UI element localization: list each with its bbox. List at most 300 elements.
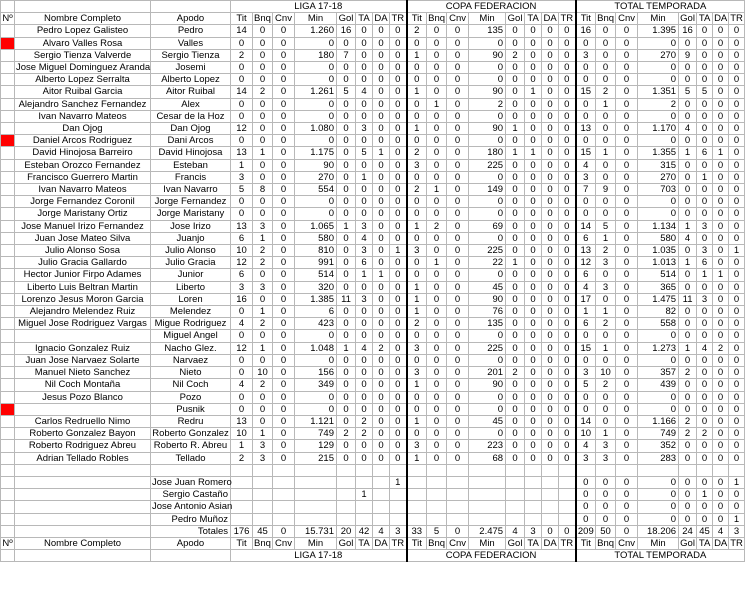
- stat-copa-tr: 0: [559, 62, 576, 74]
- stat-copa-da: 0: [542, 98, 559, 110]
- stat-liga-cnv: 0: [273, 232, 295, 244]
- stat-liga-cnv: 0: [273, 49, 295, 61]
- stat-liga-gol: 0: [337, 257, 356, 269]
- stat-total-gol: 1: [679, 147, 697, 159]
- blank-cell: [337, 464, 356, 476]
- player-apodo: Jose Irizo: [151, 220, 231, 232]
- player-rows: [1, 25, 745, 538]
- stat-total-ta: 0: [697, 110, 713, 122]
- stat-total-bnq: 5: [596, 220, 616, 232]
- stat-total-ta: 0: [697, 513, 713, 525]
- stat-copa-cnv: 0: [447, 86, 469, 98]
- stat-liga-tit: [231, 489, 253, 501]
- stat-total-tit: 6: [576, 318, 596, 330]
- header-blank: [1, 550, 15, 562]
- header-total: TOTAL TEMPORADA: [576, 1, 745, 13]
- stat-copa-ta: [525, 476, 542, 488]
- num-cell: [1, 232, 15, 244]
- header-total-ta: TA: [697, 537, 713, 549]
- stat-total-cnv: 0: [616, 147, 638, 159]
- stat-copa-gol: 0: [506, 342, 525, 354]
- stat-copa-tr: [559, 476, 576, 488]
- stat-liga-min: 0: [295, 74, 337, 86]
- stat-total-bnq: 1: [596, 428, 616, 440]
- stat-total-tit: 0: [576, 513, 596, 525]
- stat-liga-min: 810: [295, 245, 337, 257]
- stat-copa-ta: 0: [525, 330, 542, 342]
- stat-total-tit: 5: [576, 379, 596, 391]
- stat-liga-da: 0: [373, 37, 390, 49]
- stat-copa-gol: 0: [506, 293, 525, 305]
- stat-total-gol: 0: [679, 37, 697, 49]
- stat-copa-gol: 0: [506, 415, 525, 427]
- stat-copa-cnv: 0: [447, 74, 469, 86]
- stat-liga-cnv: 0: [273, 403, 295, 415]
- stat-total-gol: 2: [679, 428, 697, 440]
- stat-copa-bnq: 1: [427, 184, 447, 196]
- stat-total-min: 0: [638, 513, 679, 525]
- player-apodo: Alex: [151, 98, 231, 110]
- stat-copa-bnq: 0: [427, 379, 447, 391]
- stat-total-ta: 0: [697, 196, 713, 208]
- stat-total-cnv: 0: [616, 452, 638, 464]
- stat-total-bnq: 10: [596, 367, 616, 379]
- stat-copa-ta: 0: [525, 391, 542, 403]
- stat-total-gol: 1: [679, 220, 697, 232]
- stat-total-da: 0: [713, 306, 729, 318]
- stat-copa-tit: 33: [407, 525, 427, 537]
- stat-liga-ta: 0: [356, 74, 373, 86]
- stat-liga-cnv: 0: [273, 123, 295, 135]
- stat-copa-cnv: 0: [447, 415, 469, 427]
- stat-total-min: 0: [638, 476, 679, 488]
- stat-copa-ta: 0: [525, 49, 542, 61]
- stat-copa-tr: 0: [559, 440, 576, 452]
- stat-liga-gol: 0: [337, 379, 356, 391]
- header-copa-gol: Gol: [506, 537, 525, 549]
- player-name: Juan Jose Narvaez Solarte: [15, 354, 151, 366]
- stat-liga-cnv: 0: [273, 147, 295, 159]
- stat-copa-bnq: 0: [427, 74, 447, 86]
- stat-copa-gol: 0: [506, 159, 525, 171]
- player-name: Julio Gracia Gallardo: [15, 257, 151, 269]
- stat-liga-cnv: 0: [273, 318, 295, 330]
- stat-copa-da: [542, 489, 559, 501]
- stat-liga-gol: 0: [337, 391, 356, 403]
- stat-liga-tit: 16: [231, 293, 253, 305]
- stat-total-da: 0: [713, 428, 729, 440]
- stat-copa-cnv: 0: [447, 379, 469, 391]
- stat-copa-ta: 0: [525, 293, 542, 305]
- header-total-gol: Gol: [680, 537, 695, 549]
- stat-copa-bnq: 2: [427, 220, 447, 232]
- stat-total-min: 0: [638, 391, 679, 403]
- stat-copa-tit: 0: [407, 391, 427, 403]
- stat-liga-bnq: 0: [253, 110, 273, 122]
- blank-row: [1, 464, 745, 476]
- stat-liga-min: 749: [295, 428, 337, 440]
- stat-liga-tit: 0: [231, 367, 253, 379]
- stat-liga-min: 180: [295, 49, 337, 61]
- stat-copa-ta: 0: [525, 379, 542, 391]
- stat-liga-tr: 0: [390, 281, 407, 293]
- num-cell: [1, 293, 15, 305]
- stat-copa-tr: 0: [559, 147, 576, 159]
- header-copa-ta: TA: [525, 13, 542, 25]
- stat-copa-tr: 0: [559, 49, 576, 61]
- header-blank: [151, 550, 231, 562]
- player-name: Alvaro Valles Rosa: [15, 37, 151, 49]
- stat-total-bnq: 0: [596, 269, 616, 281]
- stat-liga-bnq: 0: [253, 269, 273, 281]
- stat-liga-min: 514: [295, 269, 337, 281]
- player-apodo: Migue Rodriguez: [151, 318, 231, 330]
- stat-liga-da: [373, 513, 390, 525]
- num-cell: [1, 171, 15, 183]
- stat-total-min: 1.013: [638, 257, 679, 269]
- stat-liga-min: 1.175: [295, 147, 337, 159]
- stat-total-tit: 6: [576, 269, 596, 281]
- stat-copa-da: 0: [542, 135, 559, 147]
- stat-liga-cnv: 0: [273, 452, 295, 464]
- stat-copa-bnq: 0: [427, 147, 447, 159]
- table-row: [1, 171, 745, 183]
- stat-liga-tit: 1: [231, 159, 253, 171]
- stat-liga-tit: 0: [231, 196, 253, 208]
- stat-total-cnv: 0: [616, 281, 638, 293]
- stat-liga-ta: 0: [356, 110, 373, 122]
- blank-cell: [390, 464, 407, 476]
- stat-copa-bnq: 0: [427, 428, 447, 440]
- stat-total-cnv: 0: [616, 342, 638, 354]
- player-apodo: Alberto Lopez: [151, 74, 231, 86]
- stat-liga-tr: 0: [390, 171, 407, 183]
- stat-total-min: 18.206: [638, 525, 679, 537]
- blank-cell: [231, 464, 253, 476]
- stat-copa-ta: 0: [525, 232, 542, 244]
- stat-total-da: 0: [713, 257, 729, 269]
- stat-liga-tr: 1: [390, 476, 407, 488]
- stat-total-cnv: 0: [616, 428, 638, 440]
- stat-liga-min: 0: [295, 196, 337, 208]
- stat-liga-min: 0: [295, 135, 337, 147]
- stat-total-da: 0: [713, 318, 729, 330]
- stat-liga-cnv: 0: [273, 159, 295, 171]
- stat-copa-tit: 3: [407, 159, 427, 171]
- stat-total-ta: 0: [697, 403, 713, 415]
- header-num: Nº: [2, 537, 13, 549]
- stat-liga-bnq: 45: [253, 525, 273, 537]
- player-apodo: Ivan Navarro: [151, 184, 231, 196]
- stat-liga-da: [373, 501, 390, 513]
- stat-copa-da: 0: [542, 196, 559, 208]
- stat-copa-bnq: 1: [427, 257, 447, 269]
- table-row: [1, 293, 745, 305]
- player-name: Pedro Lopez Galisteo: [15, 25, 151, 37]
- num-cell: [1, 257, 15, 269]
- stat-total-bnq: 0: [596, 196, 616, 208]
- table-row: [1, 391, 745, 403]
- table-row: [1, 330, 745, 342]
- stat-copa-gol: 0: [506, 208, 525, 220]
- stat-total-gol: 0: [679, 245, 697, 257]
- stat-copa-tr: 0: [559, 367, 576, 379]
- stat-liga-cnv: 0: [273, 330, 295, 342]
- stat-liga-bnq: [253, 476, 273, 488]
- stat-copa-gol: 0: [506, 196, 525, 208]
- stat-liga-min: 1.065: [295, 220, 337, 232]
- stat-liga-tit: 0: [231, 354, 253, 366]
- stat-copa-cnv: 0: [447, 440, 469, 452]
- stat-liga-gol: 0: [337, 367, 356, 379]
- stat-copa-tr: 0: [559, 318, 576, 330]
- stat-copa-tr: 0: [559, 171, 576, 183]
- stat-liga-tit: 14: [231, 25, 253, 37]
- player-apodo: Roberto Gonzalez: [152, 428, 229, 440]
- stat-total-bnq: 0: [596, 403, 616, 415]
- blank-cell: [356, 464, 373, 476]
- stat-total-min: 1.475: [638, 293, 679, 305]
- stat-total-tit: 1: [576, 306, 596, 318]
- stat-total-da: 0: [713, 415, 729, 427]
- header-total-da: DA: [714, 537, 728, 549]
- stat-liga-tit: 2: [231, 49, 253, 61]
- stat-copa-tr: 0: [559, 74, 576, 86]
- stat-total-bnq: 2: [596, 86, 616, 98]
- stat-liga-tr: 0: [390, 269, 407, 281]
- stat-copa-cnv: 0: [447, 428, 469, 440]
- player-apodo: Nil Coch: [151, 379, 231, 391]
- stat-total-bnq: 2: [596, 318, 616, 330]
- stat-liga-ta: [356, 476, 373, 488]
- player-apodo: Juanjo: [151, 232, 231, 244]
- table-row: [1, 367, 745, 379]
- table-row: [1, 25, 745, 37]
- blank-cell: [469, 464, 506, 476]
- num-cell: [1, 415, 15, 427]
- table-row: [1, 403, 745, 415]
- stat-total-gol: 2: [679, 367, 697, 379]
- stat-copa-ta: 1: [525, 86, 542, 98]
- stat-copa-ta: [525, 489, 542, 501]
- stat-copa-ta: 0: [525, 62, 542, 74]
- stat-total-tr: 0: [729, 367, 745, 379]
- stat-liga-bnq: 0: [253, 135, 273, 147]
- stat-liga-ta: 0: [356, 403, 373, 415]
- stat-copa-gol: 1: [506, 147, 525, 159]
- stat-total-gol: 0: [679, 208, 697, 220]
- stat-total-ta: 0: [697, 37, 713, 49]
- player-name: Hector Junior Firpo Adames: [15, 269, 151, 281]
- stat-copa-da: 0: [542, 49, 559, 61]
- stat-liga-tit: 0: [231, 62, 253, 74]
- stat-liga-gol: 0: [337, 135, 356, 147]
- stat-copa-tr: 0: [559, 98, 576, 110]
- stat-copa-tr: [559, 513, 576, 525]
- stat-liga-da: 0: [373, 62, 390, 74]
- stat-liga-ta: 0: [356, 318, 373, 330]
- stat-copa-tr: 0: [559, 403, 576, 415]
- stat-copa-cnv: 0: [447, 25, 469, 37]
- stat-total-da: 0: [713, 489, 729, 501]
- stat-liga-tit: 0: [231, 98, 253, 110]
- stat-copa-ta: 0: [525, 245, 542, 257]
- stat-total-bnq: 3: [596, 257, 616, 269]
- num-cell: [1, 269, 15, 281]
- stat-liga-bnq: 0: [253, 25, 273, 37]
- header-total-cnv: Cnv: [616, 537, 638, 549]
- stat-liga-cnv: 0: [273, 184, 295, 196]
- stat-total-cnv: 0: [616, 74, 638, 86]
- stat-total-tr: 0: [729, 232, 745, 244]
- stat-copa-da: 0: [542, 110, 559, 122]
- stat-liga-ta: 0: [356, 208, 373, 220]
- blank-cell: [295, 464, 337, 476]
- header-copa-ta: TA: [525, 537, 542, 549]
- stat-copa-da: 0: [542, 25, 559, 37]
- stat-liga-cnv: 0: [273, 281, 295, 293]
- stat-liga-bnq: 0: [253, 62, 273, 74]
- stat-liga-ta: 0: [356, 98, 373, 110]
- stat-copa-bnq: 0: [427, 245, 447, 257]
- stat-total-cnv: 0: [616, 135, 638, 147]
- stat-total-da: 0: [713, 49, 729, 61]
- stat-total-bnq: 2: [596, 379, 616, 391]
- stat-total-tr: 0: [729, 428, 745, 440]
- player-name: Ivan Navarro Mateos: [15, 110, 151, 122]
- header-blank: [15, 1, 151, 13]
- stat-copa-bnq: 0: [427, 208, 447, 220]
- stat-liga-bnq: 0: [253, 123, 273, 135]
- stat-liga-tr: 0: [390, 391, 407, 403]
- stat-total-ta: 6: [697, 147, 713, 159]
- stat-liga-bnq: 3: [253, 281, 273, 293]
- stat-copa-min: 135: [469, 318, 506, 330]
- table-row: [1, 306, 745, 318]
- stat-liga-tr: 0: [390, 86, 407, 98]
- num-cell: [1, 196, 15, 208]
- stat-copa-cnv: 0: [447, 220, 469, 232]
- stat-copa-da: 0: [542, 74, 559, 86]
- stat-total-bnq: 3: [596, 452, 616, 464]
- player-name: [15, 489, 151, 501]
- blank-cell: [447, 464, 469, 476]
- stat-copa-tit: 1: [407, 281, 427, 293]
- stat-liga-cnv: 0: [273, 525, 295, 537]
- num-cell: [1, 367, 15, 379]
- stat-liga-bnq: 3: [253, 220, 273, 232]
- stat-liga-bnq: 1: [253, 428, 273, 440]
- stat-copa-tit: 3: [407, 440, 427, 452]
- stat-copa-min: 22: [469, 257, 506, 269]
- stat-liga-gol: 0: [337, 74, 356, 86]
- stat-total-gol: 1: [679, 257, 697, 269]
- stat-liga-tit: 2: [231, 452, 253, 464]
- stat-total-tr: 0: [729, 25, 745, 37]
- stat-total-min: 558: [638, 318, 679, 330]
- stat-copa-gol: 0: [506, 86, 525, 98]
- stat-copa-bnq: 0: [427, 306, 447, 318]
- stat-total-cnv: 0: [616, 171, 638, 183]
- stat-copa-gol: 0: [506, 379, 525, 391]
- table-row: [1, 415, 745, 427]
- stat-total-tit: 16: [576, 25, 596, 37]
- stat-liga-ta: 1: [356, 269, 373, 281]
- stat-liga-bnq: 0: [253, 330, 273, 342]
- stat-total-bnq: 0: [596, 123, 616, 135]
- stat-total-tr: 0: [729, 62, 745, 74]
- stat-copa-min: 225: [469, 342, 506, 354]
- staff-name: Sergio Castaño: [151, 489, 231, 501]
- stat-liga-gol: [337, 489, 356, 501]
- stat-liga-ta: 0: [356, 196, 373, 208]
- stat-liga-ta: 1: [356, 489, 373, 501]
- blank-cell: [15, 464, 151, 476]
- stat-total-gol: 4: [679, 232, 697, 244]
- stat-total-tr: 0: [729, 281, 745, 293]
- stat-copa-bnq: 0: [427, 403, 447, 415]
- stat-total-bnq: 1: [596, 306, 616, 318]
- stat-liga-tr: [390, 513, 407, 525]
- stat-copa-cnv: 0: [447, 367, 469, 379]
- stat-copa-ta: 0: [525, 123, 542, 135]
- stat-total-cnv: 0: [616, 440, 638, 452]
- stat-copa-gol: 0: [506, 171, 525, 183]
- player-apodo: Dani Arcos: [151, 135, 231, 147]
- blank-cell: [506, 464, 525, 476]
- stat-total-da: 0: [713, 245, 729, 257]
- stat-total-ta: 0: [697, 281, 713, 293]
- stat-total-bnq: 0: [596, 476, 616, 488]
- stat-copa-cnv: 0: [447, 525, 469, 537]
- player-apodo: Esteban: [151, 159, 231, 171]
- stat-liga-tr: 0: [390, 428, 407, 440]
- stat-copa-bnq: 0: [427, 318, 447, 330]
- header-liga-min: Min: [295, 537, 337, 549]
- stat-copa-gol: 0: [506, 245, 525, 257]
- stat-copa-min: 225: [469, 159, 506, 171]
- stat-liga-da: 0: [373, 354, 390, 366]
- stat-total-da: 0: [713, 159, 729, 171]
- stat-copa-tit: 1: [407, 220, 427, 232]
- stat-copa-ta: 0: [525, 220, 542, 232]
- stat-copa-da: 0: [542, 171, 559, 183]
- stat-total-da: 0: [713, 501, 729, 513]
- stat-total-bnq: 0: [596, 159, 616, 171]
- stat-copa-tr: 0: [559, 86, 576, 98]
- stat-liga-gol: 0: [337, 184, 356, 196]
- stat-total-tr: 1: [729, 513, 745, 525]
- stat-copa-tit: 0: [407, 269, 427, 281]
- stat-total-gol: 0: [679, 318, 697, 330]
- player-apodo: Dan Ojog: [151, 123, 231, 135]
- stat-copa-bnq: 0: [427, 232, 447, 244]
- stat-copa-min: 0: [469, 110, 506, 122]
- stat-liga-tit: 0: [231, 110, 253, 122]
- stat-liga-tr: 0: [390, 354, 407, 366]
- stat-copa-cnv: [447, 476, 469, 488]
- stat-copa-bnq: 0: [427, 62, 447, 74]
- stat-copa-tr: 0: [559, 330, 576, 342]
- stat-copa-bnq: 0: [427, 196, 447, 208]
- stat-total-da: 0: [713, 74, 729, 86]
- stat-liga-tr: [390, 489, 407, 501]
- stat-total-da: 0: [713, 476, 729, 488]
- stat-liga-cnv: 0: [273, 428, 295, 440]
- stat-copa-da: 0: [542, 391, 559, 403]
- stat-total-ta: 0: [697, 184, 713, 196]
- player-name: Alejandro Sanchez Fernandez: [15, 98, 151, 110]
